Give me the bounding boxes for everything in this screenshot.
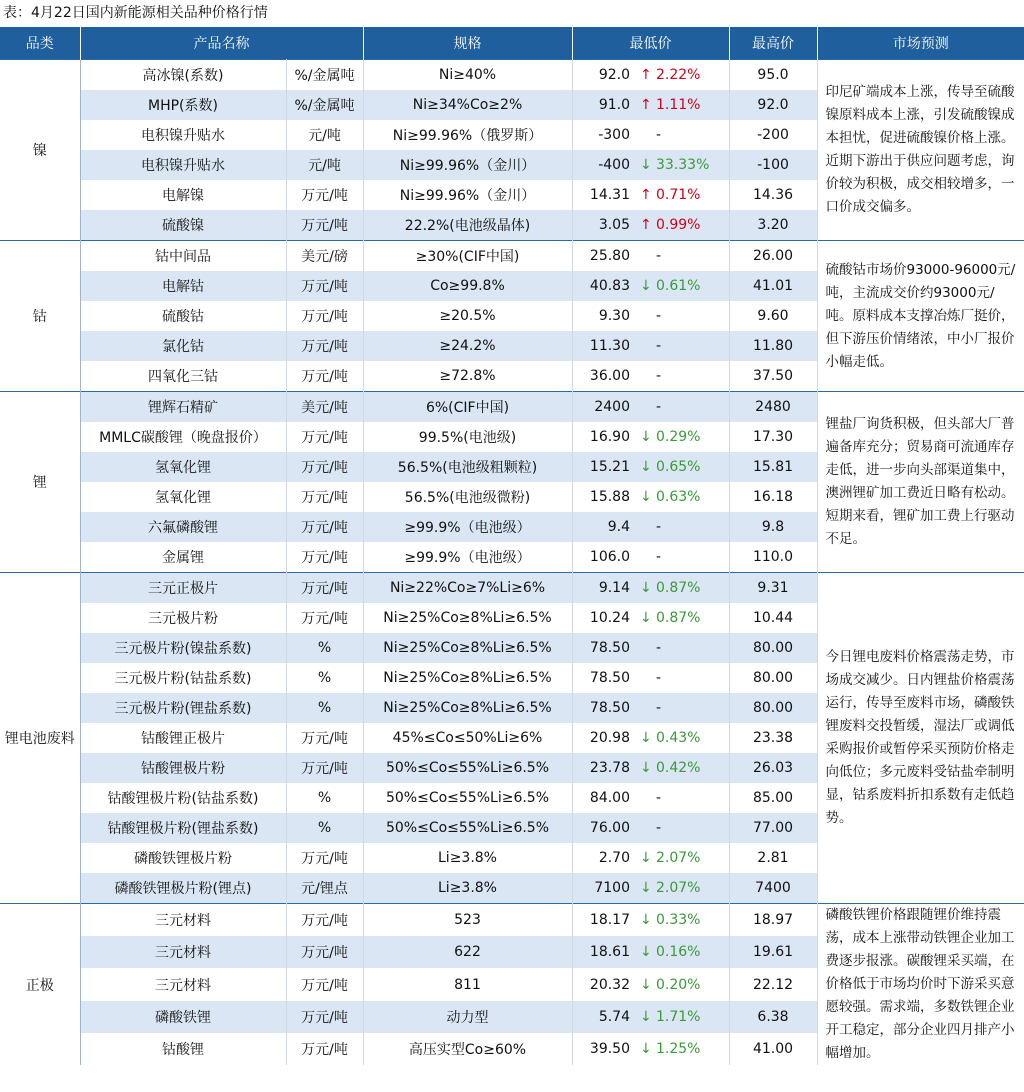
- unit: 元/吨: [286, 120, 363, 150]
- product-name: 硫酸钴: [80, 301, 286, 331]
- arrow-down-icon: ↓: [640, 730, 652, 746]
- high-price: 16.18: [729, 482, 817, 512]
- change-cell: [634, 1033, 729, 1065]
- spec: ≥20.5%: [363, 301, 572, 331]
- change-cell: [634, 813, 729, 843]
- spec: ≥99.9%（电池级）: [363, 512, 572, 542]
- change-value: -: [656, 248, 662, 264]
- low-price: 40.83: [572, 271, 634, 301]
- high-price: 95.0: [729, 60, 817, 91]
- low-price: 15.88: [572, 482, 634, 512]
- spec: 50%≤Co≤55%Li≥6.5%: [363, 753, 572, 783]
- unit: 万元/吨: [286, 542, 363, 573]
- low-price: 25.80: [572, 241, 634, 272]
- header-low-price: 最低价: [572, 27, 729, 60]
- spec: Ni≥40%: [363, 60, 572, 91]
- unit: 万元/吨: [286, 301, 363, 331]
- change-value: -: [656, 308, 662, 324]
- product-name: 钴酸锂极片粉: [80, 753, 286, 783]
- high-price: 9.60: [729, 301, 817, 331]
- low-price: 84.00: [572, 783, 634, 813]
- spec: Ni≥99.96%（金川）: [363, 180, 572, 210]
- arrow-down-icon: ↓: [640, 610, 652, 626]
- change-value: -: [656, 820, 662, 836]
- product-name: 金属锂: [80, 542, 286, 573]
- high-price: 37.50: [729, 361, 817, 392]
- low-price: 3.05: [572, 210, 634, 241]
- arrow-up-icon: ↑: [640, 187, 652, 203]
- unit: 万元/吨: [286, 603, 363, 633]
- change-cell: [634, 753, 729, 783]
- change-cell: [634, 693, 729, 723]
- table-body: [0, 60, 1024, 1066]
- low-price: 106.0: [572, 542, 634, 573]
- spec: 56.5%(电池级粗颗粒): [363, 452, 572, 482]
- arrow-down-icon: ↓: [640, 880, 652, 896]
- arrow-up-icon: ↑: [640, 217, 652, 233]
- change-cell: [634, 936, 729, 968]
- product-name: MHP(系数): [80, 90, 286, 120]
- spec: 523: [363, 904, 572, 937]
- table-caption: 表：4月22日国内新能源相关品种价格行情: [3, 5, 268, 21]
- unit: 美元/磅: [286, 241, 363, 272]
- high-price: 14.36: [729, 180, 817, 210]
- spec: Ni≥25%Co≥8%Li≥6.5%: [363, 633, 572, 663]
- unit: 万元/吨: [286, 180, 363, 210]
- unit: %: [286, 813, 363, 843]
- unit: 万元/吨: [286, 512, 363, 542]
- unit: 元/吨: [286, 150, 363, 180]
- market-forecast: 今日锂电废料价格震荡走势，市场成交减少。日内锂盐价格震荡运行，传导至废料市场，磷酸铁锂废料交投暂缓，湿法厂或调低采购报价或暂停采买预防价格走向低位；多元废料受钴盐牵制明显，钴系废料折扣系数有走低趋势。: [817, 573, 1024, 904]
- product-name: 电解镍: [80, 180, 286, 210]
- high-price: 77.00: [729, 813, 817, 843]
- change-cell: [634, 633, 729, 663]
- arrow-down-icon: ↓: [640, 580, 652, 596]
- change-value: 0.99%: [656, 217, 701, 233]
- unit: 万元/吨: [286, 1033, 363, 1065]
- change-value: 1.71%: [656, 1008, 701, 1025]
- spec: 50%≤Co≤55%Li≥6.5%: [363, 813, 572, 843]
- high-price: 26.00: [729, 241, 817, 272]
- change-value: -: [656, 399, 662, 415]
- change-cell: [634, 1001, 729, 1033]
- arrow-down-icon: ↓: [640, 760, 652, 776]
- product-name: 钴酸锂极片粉(钴盐系数): [80, 783, 286, 813]
- spec: Ni≥22%Co≥7%Li≥6%: [363, 573, 572, 604]
- change-value: -: [656, 338, 662, 354]
- low-price: 2.70: [572, 843, 634, 873]
- spec: ≥30%(CIF中国): [363, 241, 572, 272]
- change-value: -: [656, 519, 662, 535]
- high-price: 80.00: [729, 633, 817, 663]
- category-cell: 正极: [0, 904, 80, 1066]
- change-cell: [634, 452, 729, 482]
- spec: 动力型: [363, 1001, 572, 1033]
- change-cell: [634, 60, 729, 91]
- product-name: 三元材料: [80, 904, 286, 937]
- spec: 高压实型Co≥60%: [363, 1033, 572, 1065]
- change-value: 0.20%: [656, 976, 701, 993]
- high-price: -100: [729, 150, 817, 180]
- high-price: 11.80: [729, 331, 817, 361]
- spec: 6%(CIF中国): [363, 392, 572, 423]
- product-name: 电积镍升贴水: [80, 150, 286, 180]
- category-cell: 镍: [0, 60, 80, 241]
- high-price: 15.81: [729, 452, 817, 482]
- low-price: 78.50: [572, 663, 634, 693]
- low-price: 39.50: [572, 1033, 634, 1065]
- spec: 622: [363, 936, 572, 968]
- unit: %: [286, 633, 363, 663]
- product-name: 三元极片粉: [80, 603, 286, 633]
- change-cell: [634, 542, 729, 573]
- low-price: 15.21: [572, 452, 634, 482]
- product-name: 氢氧化锂: [80, 482, 286, 512]
- product-name: 钴酸锂极片粉(锂盐系数): [80, 813, 286, 843]
- low-price: 91.0: [572, 90, 634, 120]
- table-row: [0, 60, 1024, 91]
- unit: 元/锂点: [286, 873, 363, 904]
- low-price: 5.74: [572, 1001, 634, 1033]
- change-cell: [634, 573, 729, 604]
- arrow-down-icon: ↓: [640, 278, 652, 294]
- change-cell: [634, 843, 729, 873]
- change-cell: [634, 90, 729, 120]
- change-cell: [634, 723, 729, 753]
- high-price: 9.31: [729, 573, 817, 604]
- low-price: 11.30: [572, 331, 634, 361]
- table-row: [0, 392, 1024, 423]
- change-cell: [634, 392, 729, 423]
- change-value: -: [656, 549, 662, 565]
- spec: 811: [363, 968, 572, 1000]
- spec: ≥99.9%（电池级）: [363, 542, 572, 573]
- category-cell: 锂电池废料: [0, 573, 80, 904]
- change-value: 0.63%: [656, 489, 701, 505]
- unit: 万元/吨: [286, 210, 363, 241]
- change-cell: [634, 422, 729, 452]
- unit: 万元/吨: [286, 904, 363, 937]
- change-cell: [634, 603, 729, 633]
- market-forecast: 磷酸铁锂价格跟随锂价维持震荡，成本上涨带动铁锂企业加工费逐步报涨。碳酸锂采买端，在价格低于市场均价时下游采买意愿较强。需求端，多数铁锂企业开工稳定，部分企业四月排产小幅增加。: [817, 904, 1024, 1066]
- arrow-up-icon: ↑: [640, 97, 652, 113]
- low-price: -400: [572, 150, 634, 180]
- change-cell: [634, 783, 729, 813]
- unit: 万元/吨: [286, 482, 363, 512]
- spec: ≥72.8%: [363, 361, 572, 392]
- high-price: 41.00: [729, 1033, 817, 1065]
- spec: Ni≥25%Co≥8%Li≥6.5%: [363, 663, 572, 693]
- header-spec: 规格: [363, 27, 572, 60]
- market-forecast: 锂盐厂询货积极，但头部大厂普遍备库充分；贸易商可流通库存走低，进一步向头部渠道集中，澳洲锂矿加工费近日略有松动。短期来看，锂矿加工费上行驱动不足。: [817, 392, 1024, 573]
- spec: 45%≤Co≤50%Li≥6%: [363, 723, 572, 753]
- unit: %/金属吨: [286, 90, 363, 120]
- low-price: 9.4: [572, 512, 634, 542]
- change-value: 0.33%: [656, 912, 701, 929]
- change-value: 33.33%: [656, 157, 710, 173]
- change-cell: [634, 482, 729, 512]
- spec: ≥24.2%: [363, 331, 572, 361]
- arrow-down-icon: ↓: [640, 1040, 652, 1057]
- arrow-down-icon: ↓: [640, 489, 652, 505]
- change-value: 0.65%: [656, 459, 701, 475]
- spec: Li≥3.8%: [363, 843, 572, 873]
- change-value: 0.87%: [656, 580, 701, 596]
- spec: 56.5%(电池级微粉): [363, 482, 572, 512]
- arrow-down-icon: ↓: [640, 912, 652, 929]
- low-price: 2400: [572, 392, 634, 423]
- unit: 万元/吨: [286, 573, 363, 604]
- unit: 万元/吨: [286, 452, 363, 482]
- low-price: 23.78: [572, 753, 634, 783]
- low-price: -300: [572, 120, 634, 150]
- spec: 99.5%(电池级): [363, 422, 572, 452]
- high-price: 22.12: [729, 968, 817, 1000]
- market-forecast: 印尼矿端成本上涨，传导至硫酸镍原料成本上涨，引发硫酸镍成本担忧，促进硫酸镍价格上涨。近期下游出于供应问题考虑，询价较为积极，成交相较增多，一口价成交偏多。: [817, 60, 1024, 241]
- unit: 万元/吨: [286, 271, 363, 301]
- low-price: 78.50: [572, 633, 634, 663]
- high-price: 10.44: [729, 603, 817, 633]
- unit: %: [286, 663, 363, 693]
- arrow-down-icon: ↓: [640, 157, 652, 173]
- unit: 万元/吨: [286, 331, 363, 361]
- change-value: 0.43%: [656, 730, 701, 746]
- change-value: 0.61%: [656, 278, 701, 294]
- spec: Ni≥25%Co≥8%Li≥6.5%: [363, 603, 572, 633]
- high-price: 110.0: [729, 542, 817, 573]
- low-price: 76.00: [572, 813, 634, 843]
- high-price: 80.00: [729, 663, 817, 693]
- unit: 万元/吨: [286, 723, 363, 753]
- high-price: 2480: [729, 392, 817, 423]
- table-row: [0, 573, 1024, 604]
- product-name: 三元极片粉(锂盐系数): [80, 693, 286, 723]
- product-name: 高冰镍(系数): [80, 60, 286, 91]
- change-value: 0.29%: [656, 429, 701, 445]
- unit: 万元/吨: [286, 843, 363, 873]
- change-cell: [634, 301, 729, 331]
- change-value: 0.71%: [656, 187, 701, 203]
- change-cell: [634, 663, 729, 693]
- spec: 22.2%(电池级晶体): [363, 210, 572, 241]
- change-cell: [634, 873, 729, 904]
- change-value: -: [656, 127, 662, 143]
- change-cell: [634, 904, 729, 937]
- low-price: 18.61: [572, 936, 634, 968]
- product-name: 四氧化三钴: [80, 361, 286, 392]
- change-cell: [634, 150, 729, 180]
- high-price: -200: [729, 120, 817, 150]
- high-price: 18.97: [729, 904, 817, 937]
- change-value: -: [656, 700, 662, 716]
- change-cell: [634, 361, 729, 392]
- high-price: 3.20: [729, 210, 817, 241]
- spec: Ni≥25%Co≥8%Li≥6.5%: [363, 693, 572, 723]
- product-name: 三元极片粉(钴盐系数): [80, 663, 286, 693]
- low-price: 9.30: [572, 301, 634, 331]
- arrow-down-icon: ↓: [640, 459, 652, 475]
- high-price: 9.8: [729, 512, 817, 542]
- arrow-up-icon: ↑: [640, 67, 652, 83]
- high-price: 80.00: [729, 693, 817, 723]
- table-row: [0, 241, 1024, 272]
- arrow-down-icon: ↓: [640, 976, 652, 993]
- low-price: 16.90: [572, 422, 634, 452]
- low-price: 9.14: [572, 573, 634, 604]
- change-value: 0.87%: [656, 610, 701, 626]
- high-price: 23.38: [729, 723, 817, 753]
- unit: 万元/吨: [286, 936, 363, 968]
- high-price: 7400: [729, 873, 817, 904]
- spec: Ni≥99.96%（俄罗斯）: [363, 120, 572, 150]
- category-cell: 锂: [0, 392, 80, 573]
- header-forecast: 市场预测: [817, 27, 1024, 60]
- product-name: 磷酸铁锂极片粉: [80, 843, 286, 873]
- low-price: 14.31: [572, 180, 634, 210]
- spec: Co≥99.8%: [363, 271, 572, 301]
- product-name: 钴酸锂正极片: [80, 723, 286, 753]
- low-price: 20.98: [572, 723, 634, 753]
- category-cell: 钴: [0, 241, 80, 392]
- header-product-name: 产品名称: [80, 27, 363, 60]
- low-price: 78.50: [572, 693, 634, 723]
- product-name: 电积镍升贴水: [80, 120, 286, 150]
- product-name: 六氟磷酸锂: [80, 512, 286, 542]
- spec: Ni≥34%Co≥2%: [363, 90, 572, 120]
- arrow-down-icon: ↓: [640, 944, 652, 961]
- header-category: 品类: [0, 27, 80, 60]
- low-price: 10.24: [572, 603, 634, 633]
- change-cell: [634, 241, 729, 272]
- header-row: [0, 27, 1024, 60]
- spec: Ni≥99.96%（金川）: [363, 150, 572, 180]
- high-price: 2.81: [729, 843, 817, 873]
- product-name: 三元正极片: [80, 573, 286, 604]
- low-price: 20.32: [572, 968, 634, 1000]
- change-value: -: [656, 670, 662, 686]
- product-name: 磷酸铁锂极片粉(锂点): [80, 873, 286, 904]
- low-price: 18.17: [572, 904, 634, 937]
- change-cell: [634, 271, 729, 301]
- product-name: 磷酸铁锂: [80, 1001, 286, 1033]
- price-table: [0, 27, 1024, 1065]
- market-forecast: 硫酸钴市场价93000-96000元/吨，主流成交价约93000元/吨。原料成本支撑冶炼厂挺价，但下游压价情绪浓，中小厂报价小幅走低。: [817, 241, 1024, 392]
- product-name: 电解钴: [80, 271, 286, 301]
- table-row: [0, 904, 1024, 937]
- change-cell: [634, 968, 729, 1000]
- product-name: 钴中间品: [80, 241, 286, 272]
- arrow-down-icon: ↓: [640, 429, 652, 445]
- arrow-down-icon: ↓: [640, 1008, 652, 1025]
- unit: %/金属吨: [286, 60, 363, 91]
- change-value: 0.42%: [656, 760, 701, 776]
- unit: 万元/吨: [286, 361, 363, 392]
- spec: 50%≤Co≤55%Li≥6.5%: [363, 783, 572, 813]
- product-name: 锂辉石精矿: [80, 392, 286, 423]
- product-name: 三元材料: [80, 936, 286, 968]
- change-value: 2.07%: [656, 880, 701, 896]
- unit: 万元/吨: [286, 968, 363, 1000]
- product-name: 钴酸锂: [80, 1033, 286, 1065]
- change-cell: [634, 120, 729, 150]
- change-value: 1.11%: [656, 97, 701, 113]
- change-cell: [634, 210, 729, 241]
- change-cell: [634, 512, 729, 542]
- unit: 万元/吨: [286, 422, 363, 452]
- change-cell: [634, 180, 729, 210]
- product-name: 三元材料: [80, 968, 286, 1000]
- header-high-price: 最高价: [729, 27, 817, 60]
- high-price: 6.38: [729, 1001, 817, 1033]
- change-value: 1.25%: [656, 1040, 701, 1057]
- product-name: 氯化钴: [80, 331, 286, 361]
- unit: 美元/吨: [286, 392, 363, 423]
- high-price: 26.03: [729, 753, 817, 783]
- high-price: 92.0: [729, 90, 817, 120]
- product-name: 三元极片粉(镍盐系数): [80, 633, 286, 663]
- unit: 万元/吨: [286, 1001, 363, 1033]
- product-name: MMLC碳酸锂（晚盘报价）: [80, 422, 286, 452]
- high-price: 17.30: [729, 422, 817, 452]
- spec: Li≥3.8%: [363, 873, 572, 904]
- product-name: 氢氧化锂: [80, 452, 286, 482]
- change-value: -: [656, 368, 662, 384]
- high-price: 19.61: [729, 936, 817, 968]
- arrow-down-icon: ↓: [640, 850, 652, 866]
- change-value: 0.16%: [656, 944, 701, 961]
- unit: %: [286, 783, 363, 813]
- change-value: 2.22%: [656, 67, 701, 83]
- product-name: 硫酸镍: [80, 210, 286, 241]
- unit: 万元/吨: [286, 753, 363, 783]
- low-price: 36.00: [572, 361, 634, 392]
- low-price: 7100: [572, 873, 634, 904]
- unit: %: [286, 693, 363, 723]
- change-cell: [634, 331, 729, 361]
- change-value: 2.07%: [656, 850, 701, 866]
- high-price: 41.01: [729, 271, 817, 301]
- high-price: 85.00: [729, 783, 817, 813]
- change-value: -: [656, 790, 662, 806]
- change-value: -: [656, 640, 662, 656]
- low-price: 92.0: [572, 60, 634, 91]
